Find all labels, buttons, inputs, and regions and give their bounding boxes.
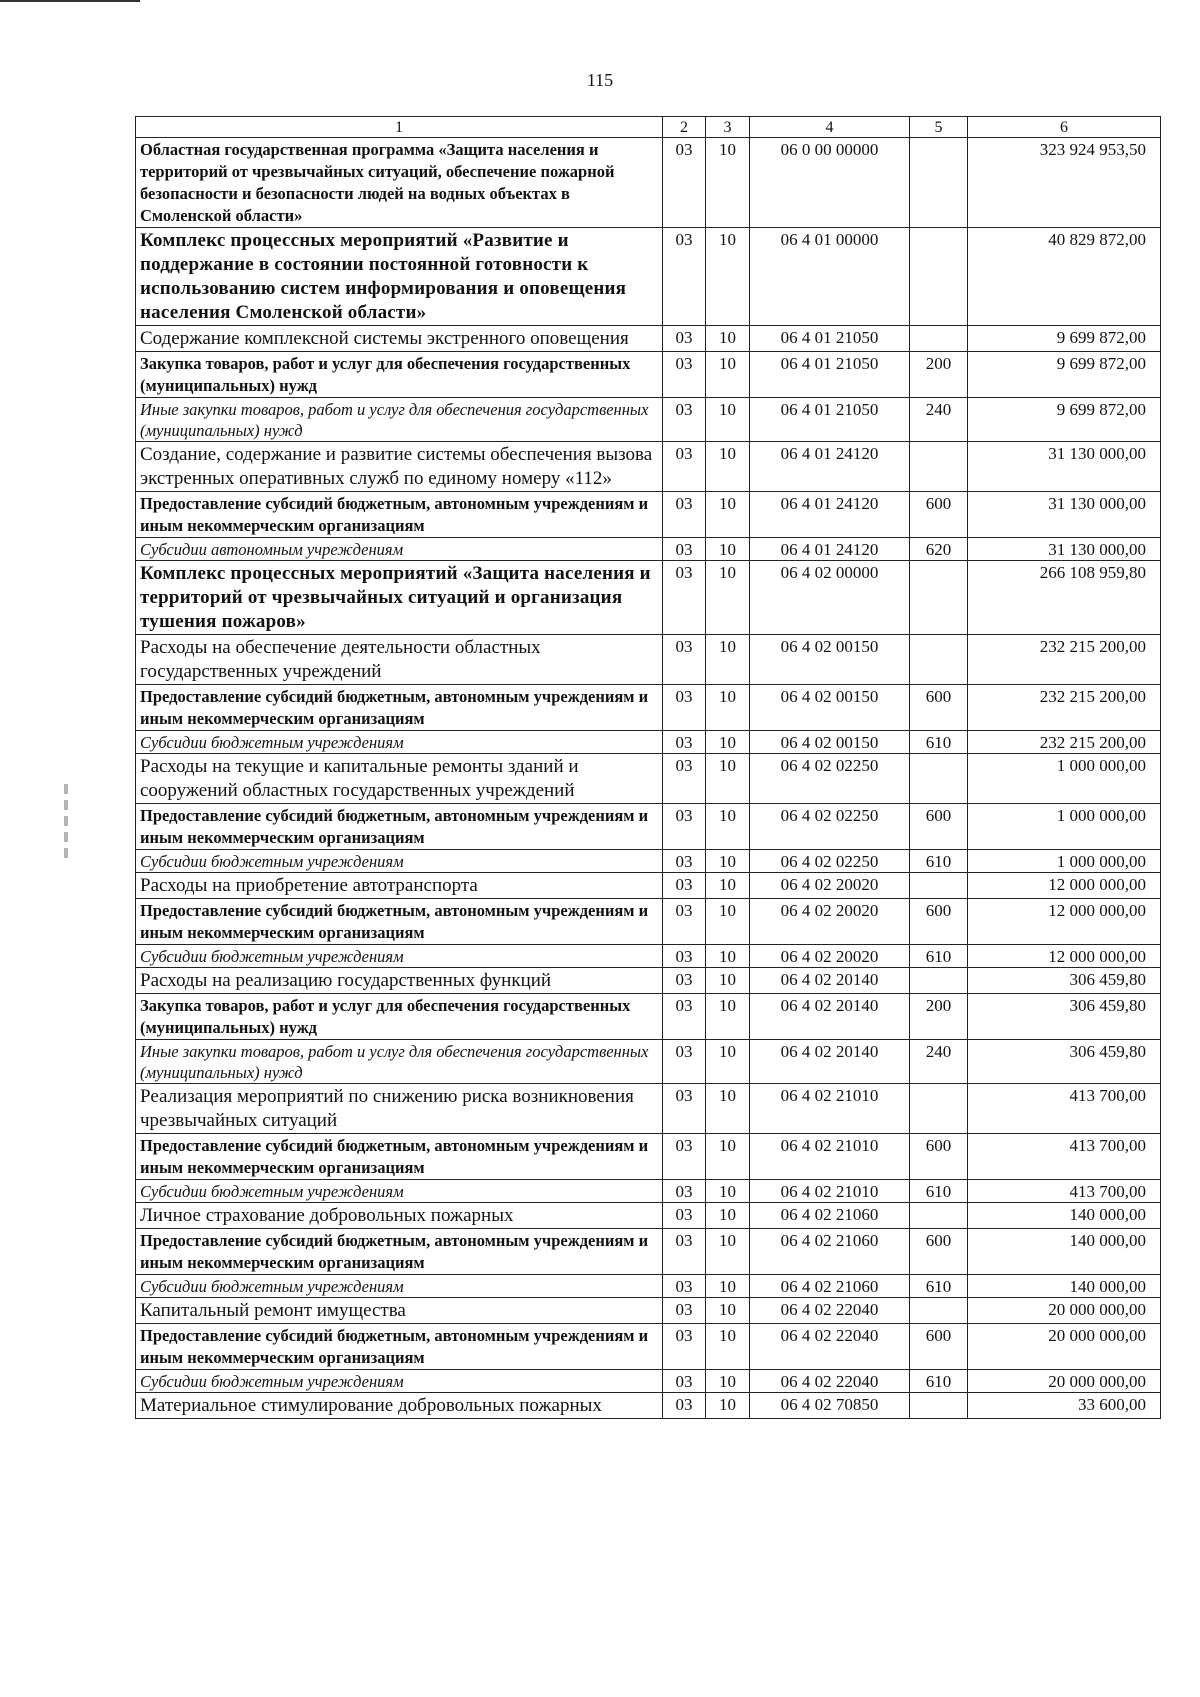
- expense-type-cell: 600: [910, 899, 968, 945]
- subsection-cell: 10: [706, 398, 750, 442]
- expense-type-cell: 610: [910, 1370, 968, 1393]
- header-cell-subsection: 3: [706, 117, 750, 138]
- header-cell-amount: 6: [968, 117, 1161, 138]
- target-code-cell: 06 4 02 20140: [750, 994, 910, 1040]
- target-code-cell: 06 4 01 21050: [750, 398, 910, 442]
- name-cell: Реализация мероприятий по снижению риска возникновения чрезвычайных ситуаций: [136, 1084, 663, 1134]
- subsection-cell: 10: [706, 1298, 750, 1324]
- top-rule: [0, 0, 140, 2]
- amount-cell: 12 000 000,00: [968, 873, 1161, 899]
- expense-type-cell: 610: [910, 945, 968, 968]
- section-cell: 03: [663, 326, 706, 352]
- target-code-cell: 06 4 02 21060: [750, 1203, 910, 1229]
- section-cell: 03: [663, 398, 706, 442]
- table-row: [136, 850, 1161, 873]
- margin-stamp-mark: [58, 778, 74, 888]
- subsection-cell: 10: [706, 1180, 750, 1203]
- expense-type-cell: [910, 1393, 968, 1419]
- table-row: [136, 1203, 1161, 1229]
- target-code-cell: 06 4 02 22040: [750, 1298, 910, 1324]
- expense-type-cell: [910, 1084, 968, 1134]
- amount-cell: 31 130 000,00: [968, 538, 1161, 561]
- subsection-cell: 10: [706, 1275, 750, 1298]
- expense-type-cell: [910, 1298, 968, 1324]
- subsection-cell: 10: [706, 994, 750, 1040]
- amount-cell: 1 000 000,00: [968, 754, 1161, 804]
- name-cell: Комплекс процессных мероприятий «Развитие и поддержание в состоянии постоянной готовности к использованию систем информирования и оповещения населения Смоленской области»: [136, 228, 663, 326]
- table-row: [136, 899, 1161, 945]
- name-cell: Капитальный ремонт имущества: [136, 1298, 663, 1324]
- table-row: [136, 492, 1161, 538]
- name-cell: Предоставление субсидий бюджетным, автономным учреждениям и иным некоммерческим организациям: [136, 492, 663, 538]
- amount-cell: 31 130 000,00: [968, 492, 1161, 538]
- subsection-cell: 10: [706, 731, 750, 754]
- subsection-cell: 10: [706, 1370, 750, 1393]
- section-cell: 03: [663, 754, 706, 804]
- target-code-cell: 06 4 01 24120: [750, 538, 910, 561]
- section-cell: 03: [663, 1084, 706, 1134]
- table-row: [136, 352, 1161, 398]
- expense-type-cell: 610: [910, 1180, 968, 1203]
- amount-cell: 413 700,00: [968, 1134, 1161, 1180]
- table-row: [136, 138, 1161, 228]
- name-cell: Содержание комплексной системы экстренного оповещения: [136, 326, 663, 352]
- table-row: [136, 1229, 1161, 1275]
- name-cell: Закупка товаров, работ и услуг для обеспечения государственных (муниципальных) нужд: [136, 994, 663, 1040]
- amount-cell: 9 699 872,00: [968, 398, 1161, 442]
- name-cell: Субсидии автономным учреждениям: [136, 538, 663, 561]
- name-cell: Расходы на приобретение автотранспорта: [136, 873, 663, 899]
- amount-cell: 12 000 000,00: [968, 899, 1161, 945]
- amount-cell: 12 000 000,00: [968, 945, 1161, 968]
- name-cell: Комплекс процессных мероприятий «Защита населения и территорий от чрезвычайных ситуаций и организация тушения пожаров»: [136, 561, 663, 635]
- amount-cell: 1 000 000,00: [968, 850, 1161, 873]
- target-code-cell: 06 4 02 22040: [750, 1370, 910, 1393]
- subsection-cell: 10: [706, 492, 750, 538]
- section-cell: 03: [663, 561, 706, 635]
- subsection-cell: 10: [706, 1393, 750, 1419]
- table-row: [136, 1275, 1161, 1298]
- amount-cell: 413 700,00: [968, 1084, 1161, 1134]
- name-cell: Субсидии бюджетным учреждениям: [136, 1370, 663, 1393]
- name-cell: Расходы на текущие и капитальные ремонты зданий и сооружений областных государственных учреждений: [136, 754, 663, 804]
- section-cell: 03: [663, 635, 706, 685]
- subsection-cell: 10: [706, 968, 750, 994]
- table-row: [136, 731, 1161, 754]
- target-code-cell: 06 4 02 21010: [750, 1084, 910, 1134]
- table-row: [136, 635, 1161, 685]
- target-code-cell: 06 4 01 24120: [750, 442, 910, 492]
- section-cell: 03: [663, 1298, 706, 1324]
- target-code-cell: 06 0 00 00000: [750, 138, 910, 228]
- table-row: [136, 1180, 1161, 1203]
- target-code-cell: 06 4 02 21060: [750, 1275, 910, 1298]
- subsection-cell: 10: [706, 1134, 750, 1180]
- subsection-cell: 10: [706, 1229, 750, 1275]
- header-cell-name: 1: [136, 117, 663, 138]
- subsection-cell: 10: [706, 442, 750, 492]
- expense-type-cell: [910, 326, 968, 352]
- budget-table: [135, 116, 1161, 1419]
- subsection-cell: 10: [706, 1324, 750, 1370]
- name-cell: Создание, содержание и развитие системы обеспечения вызова экстренных оперативных служб по единому номеру «112»: [136, 442, 663, 492]
- expense-type-cell: [910, 228, 968, 326]
- section-cell: 03: [663, 138, 706, 228]
- section-cell: 03: [663, 1275, 706, 1298]
- target-code-cell: 06 4 02 20020: [750, 945, 910, 968]
- table-row: [136, 326, 1161, 352]
- amount-cell: 232 215 200,00: [968, 685, 1161, 731]
- table-row: [136, 228, 1161, 326]
- subsection-cell: 10: [706, 1084, 750, 1134]
- target-code-cell: 06 4 02 20020: [750, 899, 910, 945]
- amount-cell: 306 459,80: [968, 994, 1161, 1040]
- target-code-cell: 06 4 02 22040: [750, 1324, 910, 1370]
- section-cell: 03: [663, 873, 706, 899]
- table-row: [136, 538, 1161, 561]
- amount-cell: 9 699 872,00: [968, 326, 1161, 352]
- header-cell-target-code: 4: [750, 117, 910, 138]
- target-code-cell: 06 4 01 24120: [750, 492, 910, 538]
- name-cell: Субсидии бюджетным учреждениям: [136, 945, 663, 968]
- expense-type-cell: 600: [910, 492, 968, 538]
- target-code-cell: 06 4 02 21010: [750, 1134, 910, 1180]
- page-number: 115: [586, 70, 614, 90]
- subsection-cell: 10: [706, 352, 750, 398]
- amount-cell: 20 000 000,00: [968, 1298, 1161, 1324]
- section-cell: 03: [663, 1180, 706, 1203]
- section-cell: 03: [663, 804, 706, 850]
- amount-cell: 33 600,00: [968, 1393, 1161, 1419]
- amount-cell: 1 000 000,00: [968, 804, 1161, 850]
- amount-cell: 306 459,80: [968, 1040, 1161, 1084]
- table-row: [136, 561, 1161, 635]
- table-row: [136, 1393, 1161, 1419]
- table-row: [136, 754, 1161, 804]
- section-cell: 03: [663, 968, 706, 994]
- name-cell: Расходы на реализацию государственных функций: [136, 968, 663, 994]
- expense-type-cell: [910, 1203, 968, 1229]
- table-row: [136, 442, 1161, 492]
- amount-cell: 140 000,00: [968, 1229, 1161, 1275]
- name-cell: Личное страхование добровольных пожарных: [136, 1203, 663, 1229]
- target-code-cell: 06 4 02 00150: [750, 685, 910, 731]
- section-cell: 03: [663, 899, 706, 945]
- subsection-cell: 10: [706, 138, 750, 228]
- header-cell-section: 2: [663, 117, 706, 138]
- amount-cell: 40 829 872,00: [968, 228, 1161, 326]
- subsection-cell: 10: [706, 561, 750, 635]
- name-cell: Иные закупки товаров, работ и услуг для обеспечения государственных (муниципальных) нужд: [136, 1040, 663, 1084]
- expense-type-cell: 600: [910, 1134, 968, 1180]
- name-cell: Субсидии бюджетным учреждениям: [136, 1275, 663, 1298]
- amount-cell: 140 000,00: [968, 1275, 1161, 1298]
- name-cell: Материальное стимулирование добровольных пожарных: [136, 1393, 663, 1419]
- name-cell: Закупка товаров, работ и услуг для обеспечения государственных (муниципальных) нужд: [136, 352, 663, 398]
- expense-type-cell: 620: [910, 538, 968, 561]
- expense-type-cell: 610: [910, 850, 968, 873]
- expense-type-cell: 600: [910, 1324, 968, 1370]
- section-cell: 03: [663, 492, 706, 538]
- section-cell: 03: [663, 352, 706, 398]
- expense-type-cell: 240: [910, 398, 968, 442]
- table-header-row: [136, 117, 1161, 138]
- subsection-cell: 10: [706, 685, 750, 731]
- target-code-cell: 06 4 02 00150: [750, 731, 910, 754]
- expense-type-cell: [910, 873, 968, 899]
- expense-type-cell: 610: [910, 1275, 968, 1298]
- table-row: [136, 968, 1161, 994]
- table-row: [136, 1324, 1161, 1370]
- amount-cell: 323 924 953,50: [968, 138, 1161, 228]
- amount-cell: 140 000,00: [968, 1203, 1161, 1229]
- amount-cell: 20 000 000,00: [968, 1370, 1161, 1393]
- table-row: [136, 398, 1161, 442]
- amount-cell: 232 215 200,00: [968, 731, 1161, 754]
- target-code-cell: 06 4 02 20020: [750, 873, 910, 899]
- amount-cell: 266 108 959,80: [968, 561, 1161, 635]
- section-cell: 03: [663, 1203, 706, 1229]
- expense-type-cell: [910, 442, 968, 492]
- section-cell: 03: [663, 1324, 706, 1370]
- subsection-cell: 10: [706, 850, 750, 873]
- table-row: [136, 1298, 1161, 1324]
- section-cell: 03: [663, 1393, 706, 1419]
- table-row: [136, 1040, 1161, 1084]
- subsection-cell: 10: [706, 326, 750, 352]
- target-code-cell: 06 4 02 02250: [750, 850, 910, 873]
- section-cell: 03: [663, 731, 706, 754]
- section-cell: 03: [663, 228, 706, 326]
- subsection-cell: 10: [706, 228, 750, 326]
- name-cell: Иные закупки товаров, работ и услуг для обеспечения государственных (муниципальных) нужд: [136, 398, 663, 442]
- expense-type-cell: 600: [910, 1229, 968, 1275]
- header-cell-expense-type: 5: [910, 117, 968, 138]
- target-code-cell: 06 4 02 21060: [750, 1229, 910, 1275]
- section-cell: 03: [663, 994, 706, 1040]
- target-code-cell: 06 4 02 70850: [750, 1393, 910, 1419]
- amount-cell: 20 000 000,00: [968, 1324, 1161, 1370]
- amount-cell: 9 699 872,00: [968, 352, 1161, 398]
- name-cell: Предоставление субсидий бюджетным, автономным учреждениям и иным некоммерческим организациям: [136, 1229, 663, 1275]
- name-cell: Предоставление субсидий бюджетным, автономным учреждениям и иным некоммерческим организациям: [136, 804, 663, 850]
- expense-type-cell: 600: [910, 804, 968, 850]
- table-row: [136, 1084, 1161, 1134]
- section-cell: 03: [663, 1370, 706, 1393]
- expense-type-cell: [910, 968, 968, 994]
- subsection-cell: 10: [706, 945, 750, 968]
- expense-type-cell: [910, 561, 968, 635]
- section-cell: 03: [663, 945, 706, 968]
- name-cell: Предоставление субсидий бюджетным, автономным учреждениям и иным некоммерческим организациям: [136, 1324, 663, 1370]
- subsection-cell: 10: [706, 873, 750, 899]
- table-row: [136, 685, 1161, 731]
- section-cell: 03: [663, 685, 706, 731]
- name-cell: Субсидии бюджетным учреждениям: [136, 1180, 663, 1203]
- name-cell: Предоставление субсидий бюджетным, автономным учреждениям и иным некоммерческим организациям: [136, 899, 663, 945]
- section-cell: 03: [663, 850, 706, 873]
- subsection-cell: 10: [706, 899, 750, 945]
- table-row: [136, 873, 1161, 899]
- target-code-cell: 06 4 01 00000: [750, 228, 910, 326]
- table-row: [136, 994, 1161, 1040]
- section-cell: 03: [663, 1229, 706, 1275]
- expense-type-cell: [910, 754, 968, 804]
- table-row: [136, 1370, 1161, 1393]
- name-cell: Областная государственная программа «Защита населения и территорий от чрезвычайных ситуаций, обеспечение пожарной безопасности и безопасности людей на водных объектах в Смоленской области»: [136, 138, 663, 228]
- target-code-cell: 06 4 02 02250: [750, 804, 910, 850]
- name-cell: Расходы на обеспечение деятельности областных государственных учреждений: [136, 635, 663, 685]
- amount-cell: 413 700,00: [968, 1180, 1161, 1203]
- target-code-cell: 06 4 02 20140: [750, 968, 910, 994]
- subsection-cell: 10: [706, 538, 750, 561]
- amount-cell: 31 130 000,00: [968, 442, 1161, 492]
- target-code-cell: 06 4 02 00000: [750, 561, 910, 635]
- target-code-cell: 06 4 02 00150: [750, 635, 910, 685]
- expense-type-cell: 610: [910, 731, 968, 754]
- target-code-cell: 06 4 01 21050: [750, 352, 910, 398]
- name-cell: Предоставление субсидий бюджетным, автономным учреждениям и иным некоммерческим организациям: [136, 685, 663, 731]
- amount-cell: 306 459,80: [968, 968, 1161, 994]
- amount-cell: 232 215 200,00: [968, 635, 1161, 685]
- section-cell: 03: [663, 442, 706, 492]
- section-cell: 03: [663, 1134, 706, 1180]
- section-cell: 03: [663, 1040, 706, 1084]
- expense-type-cell: 240: [910, 1040, 968, 1084]
- expense-type-cell: 200: [910, 352, 968, 398]
- expense-type-cell: 600: [910, 685, 968, 731]
- subsection-cell: 10: [706, 1203, 750, 1229]
- table-row: [136, 945, 1161, 968]
- target-code-cell: 06 4 02 02250: [750, 754, 910, 804]
- target-code-cell: 06 4 02 20140: [750, 1040, 910, 1084]
- section-cell: 03: [663, 538, 706, 561]
- subsection-cell: 10: [706, 804, 750, 850]
- subsection-cell: 10: [706, 754, 750, 804]
- target-code-cell: 06 4 02 21010: [750, 1180, 910, 1203]
- name-cell: Субсидии бюджетным учреждениям: [136, 731, 663, 754]
- expense-type-cell: [910, 635, 968, 685]
- table-row: [136, 1134, 1161, 1180]
- expense-type-cell: 200: [910, 994, 968, 1040]
- name-cell: Субсидии бюджетным учреждениям: [136, 850, 663, 873]
- subsection-cell: 10: [706, 635, 750, 685]
- table-row: [136, 804, 1161, 850]
- target-code-cell: 06 4 01 21050: [750, 326, 910, 352]
- name-cell: Предоставление субсидий бюджетным, автономным учреждениям и иным некоммерческим организациям: [136, 1134, 663, 1180]
- subsection-cell: 10: [706, 1040, 750, 1084]
- expense-type-cell: [910, 138, 968, 228]
